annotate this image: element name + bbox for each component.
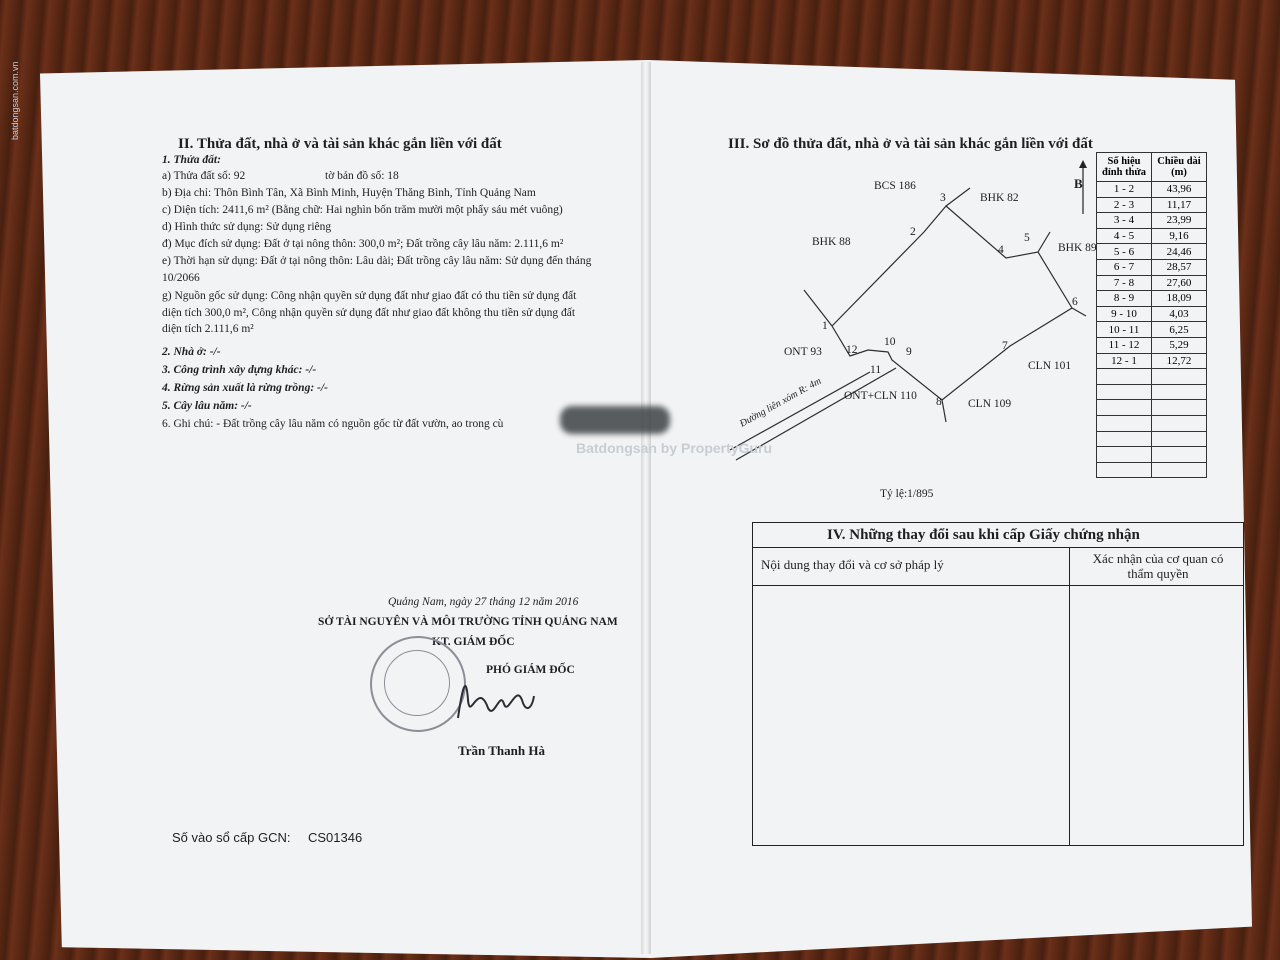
table-row — [1097, 369, 1207, 385]
neighbor-bcs: BCS 186 — [874, 180, 916, 192]
north-arrow: B — [1074, 176, 1083, 191]
changes-box — [752, 522, 1244, 846]
area-line: c) Diện tích: 2411,6 m² (Bằng chữ: Hai nghìn bốn trăm mười một phẩy sáu mét vuông) — [162, 204, 563, 216]
parcel-heading: 1. Thửa đất: — [162, 154, 221, 166]
table-row: 1 - 2 43,96 — [1097, 182, 1207, 198]
table-row — [1097, 431, 1207, 447]
col-vertex: Số hiệu đỉnh thửa — [1097, 153, 1152, 182]
table-row — [1097, 415, 1207, 431]
vertex-label: 7 — [1002, 340, 1008, 352]
construction-item: 3. Công trình xây dựng khác: -/- — [162, 364, 317, 376]
note-item: 6. Ghi chú: - Đất trồng cây lâu năm có nguồn gốc từ đất vườn, ao trong cù — [162, 418, 504, 430]
scale-label: Tỷ lệ:1/895 — [880, 488, 934, 500]
table-row — [1097, 447, 1207, 463]
section-ii-title: II. Thửa đất, nhà ở và tài sản khác gắn liền với đất — [178, 136, 502, 152]
table-row: 7 - 8 27,60 — [1097, 275, 1207, 291]
origin-line-2: diện tích 300,0 m², Công nhận quyền sử dụng đất như giao đất không thu tiền sử dụng đất — [162, 307, 576, 319]
vertex-label: 1 — [822, 320, 828, 332]
neighbor-ont: ONT 93 — [784, 346, 822, 358]
boundary-length-table — [1096, 152, 1207, 478]
table-row: 12 - 1 12,72 — [1097, 353, 1207, 369]
vertex-label: 3 — [940, 192, 946, 204]
parcel-number: a) Thửa đất số: 92 — [162, 170, 246, 182]
issue-date: Quảng Nam, ngày 27 tháng 12 năm 2016 — [388, 596, 579, 608]
page-fold — [641, 62, 651, 954]
usage-term-line: e) Thời hạn sử dụng: Đất ở tại nông thôn: Lâu dài; Đất trồng cây lâu năm: Sử dụng đến tháng — [162, 255, 592, 267]
forest-item: 4. Rừng sản xuất là rừng trồng: -/- — [162, 382, 328, 394]
signature — [448, 660, 538, 730]
section-iii-title: III. Sơ đồ thửa đất, nhà ở và tài sản khác gắn liền với đất — [728, 136, 1093, 152]
agency-name: SỞ TÀI NGUYÊN VÀ MÔI TRƯỜNG TỈNH QUẢNG NAM — [318, 616, 618, 628]
north-arrow-icon — [1076, 160, 1090, 216]
changes-subheader — [753, 547, 1243, 586]
road-label: Đường liên xóm R: 4m — [738, 375, 824, 430]
perennial-item: 5. Cây lâu năm: -/- — [162, 400, 252, 412]
usage-term-cont: 10/2066 — [162, 272, 200, 284]
watermark-side: batdongsan.com.vn — [10, 61, 20, 140]
table-row: 8 - 9 18,09 — [1097, 291, 1207, 307]
col-length: Chiều dài (m) — [1152, 153, 1207, 182]
usage-purpose-line: đ) Mục đích sử dụng: Đất ở tại nông thôn: 300,0 m²; Đất trồng cây lâu năm: 2.111,6 m² — [162, 238, 564, 250]
table-row: 4 - 5 9,16 — [1097, 228, 1207, 244]
address-line: b) Địa chỉ: Thôn Bình Tân, Xã Bình Minh, Huyện Thăng Bình, Tỉnh Quảng Nam — [162, 187, 536, 199]
parcel-diagram — [720, 160, 1100, 470]
neighbor-cln-101: CLN 101 — [1028, 360, 1072, 372]
table-row: 11 - 12 5,29 — [1097, 337, 1207, 353]
table-row: 3 - 4 23,99 — [1097, 213, 1207, 229]
register-number: CS01346 — [308, 830, 363, 845]
origin-line-3: diện tích 2.111,6 m² — [162, 323, 254, 335]
director-title: KT. GIÁM ĐỐC — [432, 636, 515, 648]
vertex-label: 8 — [936, 396, 942, 408]
neighbor-bhk-88: BHK 88 — [812, 236, 851, 248]
neighbor-ont-cln: ONT+CLN 110 — [844, 390, 917, 402]
table-row: 5 - 6 24,46 — [1097, 244, 1207, 260]
changes-title: IV. Những thay đổi sau khi cấp Giấy chứng nhận — [827, 527, 1140, 543]
signer-name: Trần Thanh Hà — [458, 743, 545, 758]
neighbor-cln-109: CLN 109 — [968, 398, 1012, 410]
vertex-label: 10 — [884, 336, 896, 348]
vertex-label: 4 — [998, 244, 1004, 256]
table-row: 6 - 7 28,57 — [1097, 259, 1207, 275]
vertex-label: 6 — [1072, 296, 1078, 308]
neighbor-bhk-82: BHK 82 — [980, 192, 1019, 204]
house-item: 2. Nhà ở: -/- — [162, 346, 221, 358]
vertex-label: 9 — [906, 346, 912, 358]
vertex-label: 11 — [870, 364, 882, 376]
table-row: 10 - 11 6,25 — [1097, 322, 1207, 338]
changes-header — [753, 523, 1243, 548]
deputy-title: PHÓ GIÁM ĐỐC — [486, 664, 575, 676]
neighbor-bhk-89: BHK 89 — [1058, 242, 1097, 254]
map-sheet-number: tờ bản đồ số: 18 — [325, 170, 399, 182]
col-confirm-label: Xác nhận của cơ quan có thẩm quyền — [1092, 551, 1224, 581]
vertex-label: 12 — [846, 344, 858, 356]
table-row — [1097, 384, 1207, 400]
col-content-label: Nội dung thay đổi và cơ sở pháp lý — [761, 557, 944, 572]
official-stamp-inner — [384, 650, 450, 716]
usage-form-line: d) Hình thức sử dụng: Sử dụng riêng — [162, 221, 332, 233]
redaction-blot — [560, 406, 670, 434]
register-label: Số vào sổ cấp GCN: — [172, 830, 291, 845]
column-divider — [1069, 547, 1070, 845]
origin-line-1: g) Nguồn gốc sử dụng: Công nhận quyền sử dụng đất như giao đất có thu tiền sử dụng đất — [162, 290, 577, 302]
table-row — [1097, 400, 1207, 416]
watermark: Batdongsan by PropertyGuru — [576, 440, 773, 456]
vertex-label: 2 — [910, 226, 916, 238]
vertex-label: 5 — [1024, 232, 1030, 244]
table-row — [1097, 462, 1207, 478]
table-row: 9 - 10 4,03 — [1097, 306, 1207, 322]
table-row: 2 - 3 11,17 — [1097, 197, 1207, 213]
